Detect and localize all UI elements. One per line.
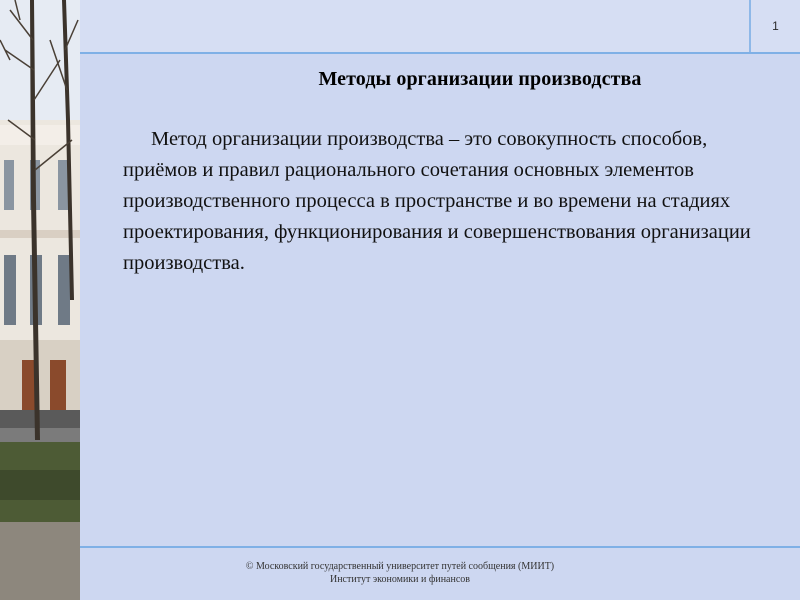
definition-paragraph: Метод организации производства – это совокупность способов, приёмов и правил рационального сочетания основных элементов производственного процесса в пространстве и во времени на стадиях проектирования, функционирования и совершенствования организации производства. <box>123 128 751 274</box>
building-photo <box>0 0 80 600</box>
footer-copyright: © Московский государственный университет путей сообщения (МИИТ) <box>245 561 555 572</box>
footer-rule <box>80 546 800 548</box>
header-rule <box>80 52 800 54</box>
building-photo-image <box>0 0 80 600</box>
header-band <box>80 0 800 52</box>
footer <box>80 560 720 586</box>
slide-title: Методы организации производства <box>318 68 642 90</box>
footer-institute: Институт экономики и финансов <box>329 574 471 585</box>
page-number: 1 <box>749 0 800 52</box>
slide-content <box>120 62 770 279</box>
